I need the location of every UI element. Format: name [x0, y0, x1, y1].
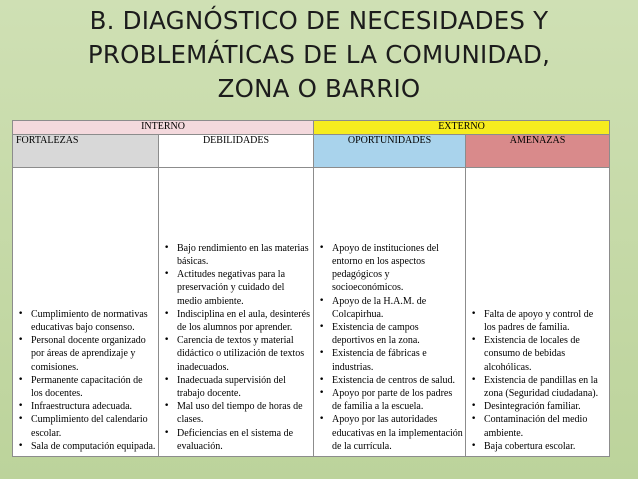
list-item: • Apoyo de la H.A.M. de Colcapirhua.	[314, 295, 465, 321]
list-item: • Permanente capacitación de los docentes.	[13, 374, 158, 400]
amenazas-list	[466, 308, 609, 453]
title-line-2: PROBLEMÁTICAS DE LA COMUNIDAD,	[87, 40, 551, 69]
header-externo: EXTERNO	[314, 121, 610, 135]
oportunidades-cell	[314, 168, 466, 457]
list-item: • Personal docente organizado por áreas de aprendizaje y comisiones.	[13, 334, 158, 374]
oportunidades-list	[314, 242, 465, 453]
header-debilidades: DEBILIDADES	[159, 135, 314, 168]
list-item: • Infraestructura adecuada.	[13, 400, 158, 413]
list-item: • Bajo rendimiento en las materias básicas.	[159, 242, 313, 268]
list-item: • Falta de apoyo y control de los padres de familia.	[466, 308, 609, 334]
list-item: • Existencia de campos deportivos en la zona.	[314, 321, 465, 347]
list-item: • Indisciplina en el aula, desinterés de los alumnos por aprender.	[159, 308, 313, 334]
header-fortalezas: FORTALEZAS	[13, 135, 159, 168]
list-item: • Cumplimiento del calendario escolar.	[13, 413, 158, 439]
fortalezas-cell	[13, 168, 159, 457]
list-item: • Apoyo de instituciones del entorno en los aspectos pedagógicos y socioeconómicos.	[314, 242, 465, 295]
list-item: • Baja cobertura escolar.	[466, 440, 609, 453]
list-item: • Cumplimiento de normativas educativas bajo consenso.	[13, 308, 158, 334]
slide-title	[0, 4, 638, 106]
foda-table	[12, 120, 610, 457]
title-line-1: B. DIAGNÓSTICO DE NECESIDADES Y	[89, 6, 549, 35]
list-item: • Desintegración familiar.	[466, 400, 609, 413]
debilidades-cell	[159, 168, 314, 457]
title-line-3: ZONA O BARRIO	[217, 74, 421, 103]
list-item: • Apoyo por las autoridades educativas en la implementación de la currícula.	[314, 413, 465, 453]
list-item: • Actitudes negativas para la preservación y cuidado del medio ambiente.	[159, 268, 313, 308]
list-item: • Existencia de fábricas e industrias.	[314, 347, 465, 373]
list-item: • Inadecuada supervisión del trabajo docente.	[159, 374, 313, 400]
list-item: • Apoyo por parte de los padres de familia a la escuela.	[314, 387, 465, 413]
debilidades-list	[159, 242, 313, 453]
list-item: • Deficiencias en el sistema de evaluación.	[159, 427, 313, 453]
header-interno: INTERNO	[13, 121, 314, 135]
list-item: • Sala de computación equipada.	[13, 440, 158, 453]
list-item: • Existencia de locales de consumo de bebidas alcohólicas.	[466, 334, 609, 374]
list-item: • Contaminación del medio ambiente.	[466, 413, 609, 439]
list-item: • Mal uso del tiempo de horas de clases.	[159, 400, 313, 426]
list-item: • Carencia de textos y material didáctico o utilización de textos inadecuados.	[159, 334, 313, 374]
header-oportunidades: OPORTUNIDADES	[314, 135, 466, 168]
amenazas-cell	[466, 168, 610, 457]
header-amenazas: AMENAZAS	[466, 135, 610, 168]
list-item: • Existencia de pandillas en la zona (Seguridad ciudadana).	[466, 374, 609, 400]
list-item: • Existencia de centros de salud.	[314, 374, 465, 387]
fortalezas-list	[13, 308, 158, 453]
